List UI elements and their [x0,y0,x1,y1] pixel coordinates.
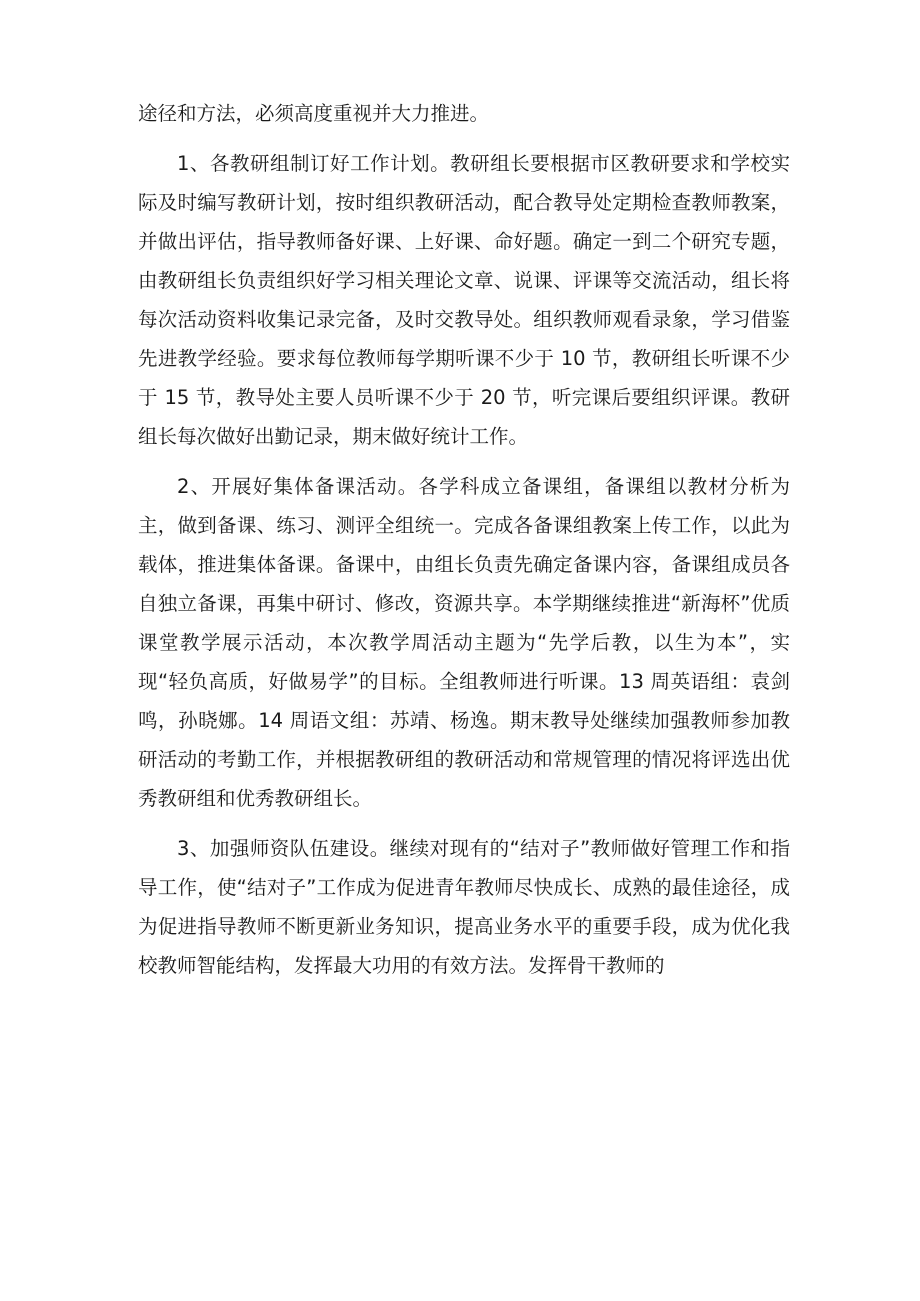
paragraph-item-3: 3、加强师资队伍建设。继续对现有的“结对子”教师做好管理工作和指导工作，使“结对子”工作成为促进青年教师尽快成长、成熟的最佳途径，成为促进指导教师不断更新业务知识，提高业务水平的重要手段，成为优化我校教师智能结构，发挥最大功用的有效方法。发挥骨干教师的 [138,837,790,977]
paragraph-item-2: 2、开展好集体备课活动。各学科成立备课组，备课组以教材分析为主，做到备课、练习、测评全组统一。完成各备课组教案上传工作，以此为载体，推进集体备课。备课中，由组长负责先确定备课内容，备课组成员各自独立备课，再集中研讨、修改，资源共享。本学期继续推进“新海杯”优质课堂教学展示活动，本次教学周活动主题为“先学后教，以生为本”，实现“轻负高质，好做易学”的目标。全组教师进行听课。13 周英语组：袁剑鸣，孙晓娜。14 周语文组：苏靖、杨逸。期末教导处继续加强教师参加教研活动的考勤工作，并根据教研组的教研活动和常规管理的情况将评选出优秀教研组和优秀教研组长。 [138,475,790,810]
paragraph-continuation: 途径和方法，必须高度重视并大力推进。 [138,102,490,125]
paragraph-item-1: 1、各教研组制订好工作计划。教研组长要根据市区教研要求和学校实际及时编写教研计划，按时组织教研活动，配合教导处定期检查教师教案，并做出评估，指导教师备好课、上好课、命好题。确定一到二个研究专题，由教研组长负责组织好学习相关理论文章、说课、评课等交流活动，组长将每次活动资料收集记录完备，及时交教导处。组织教师观看录象，学习借鉴先进教学经验。要求每位教师每学期听课不少于 10 节，教研组长听课不少于 15 节，教导处主要人员听课不少于 20 节，听完课后要组织评课。教研组长每次做好出勤记录，期末做好统计工作。 [138,152,790,448]
document-body [138,94,790,985]
